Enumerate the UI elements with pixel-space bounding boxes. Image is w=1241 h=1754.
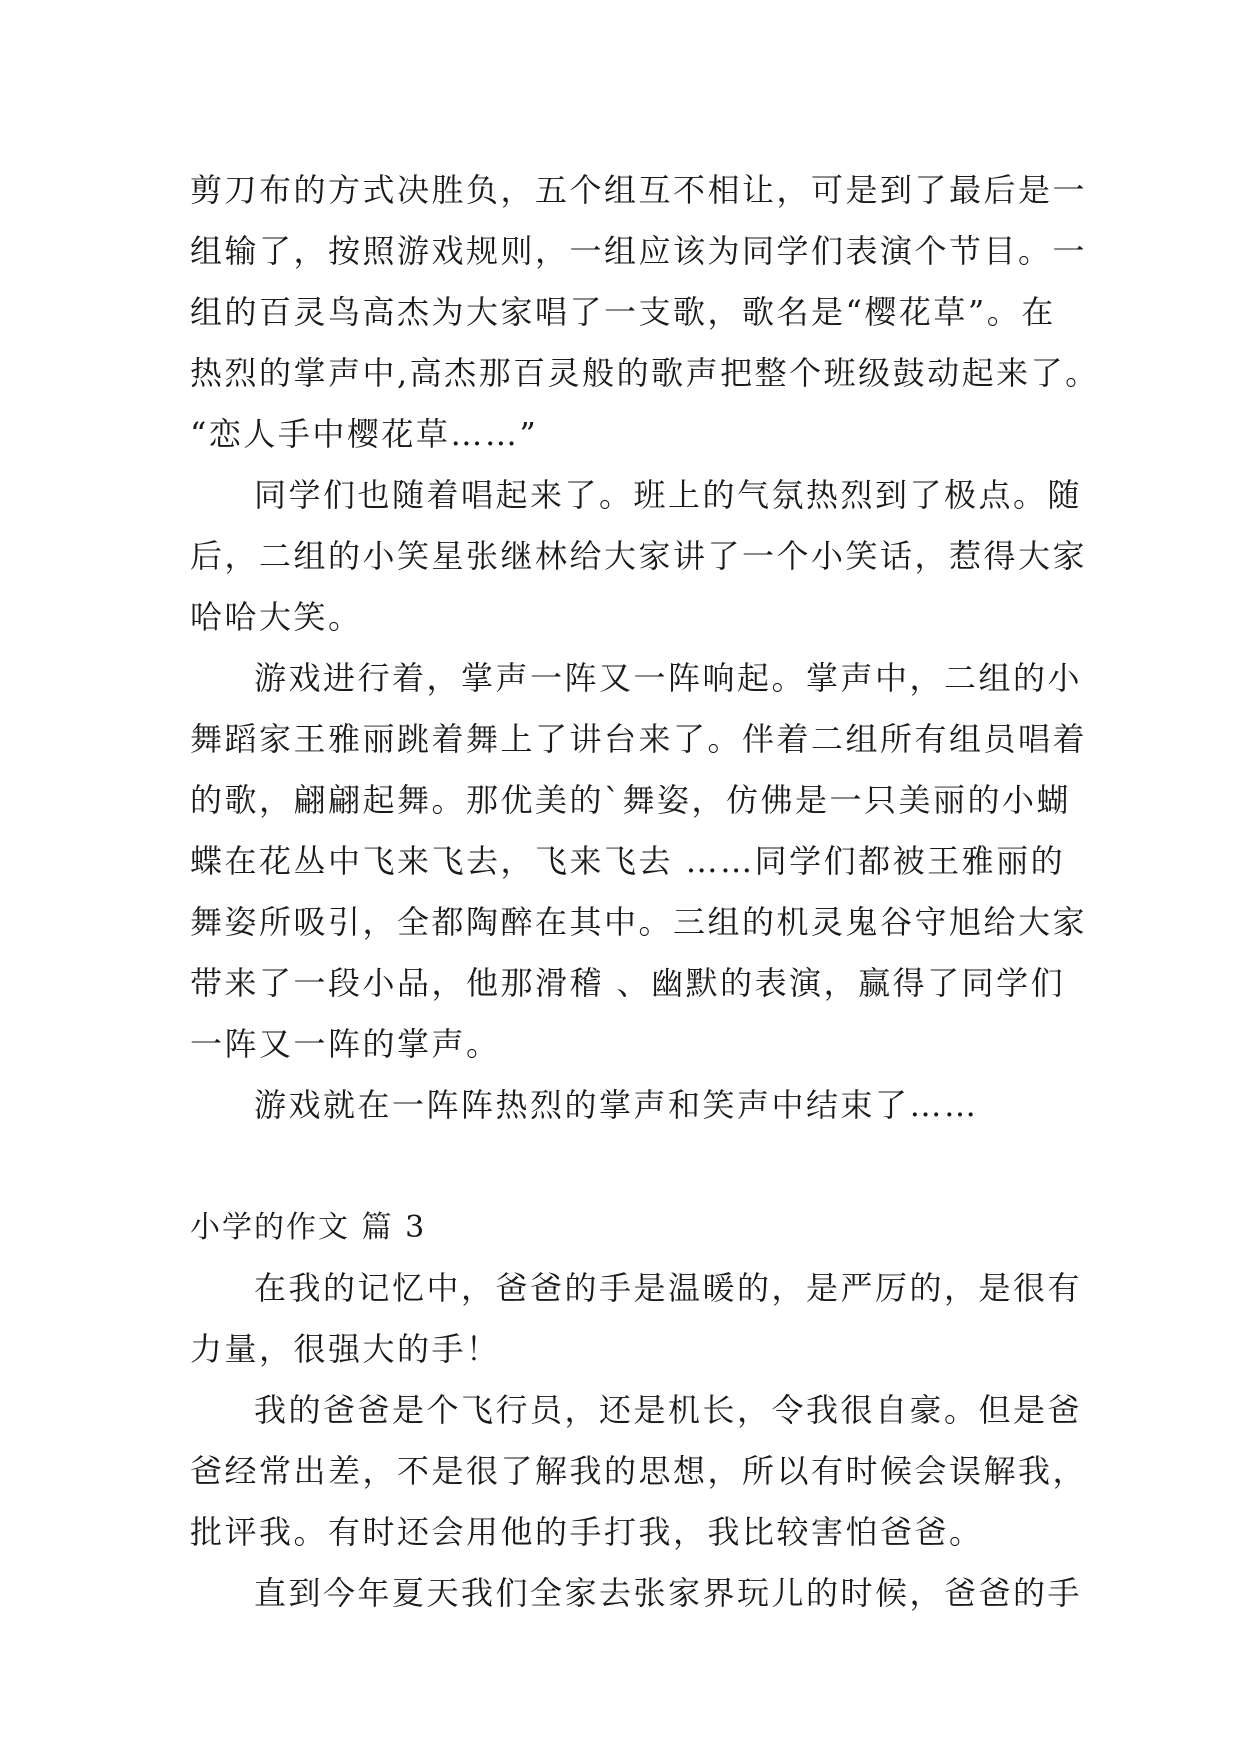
- paragraph: [190, 1380, 1088, 1563]
- document-body: [190, 160, 1100, 1624]
- text-line: 蝶在花丛中飞来飞去，飞来飞去 ……同学们都被王雅丽的: [190, 842, 1066, 880]
- text-line: 批评我。有时还会用他的手打我，我比较害怕爸爸。: [190, 1513, 984, 1551]
- paragraph: [190, 465, 1088, 648]
- text-line: 游戏进行着，掌声一阵又一阵响起。掌声中，二组的小: [254, 659, 1083, 697]
- section-heading: 小学的作文 篇 3: [190, 1210, 427, 1245]
- text-line: 直到今年夏天我们全家去张家界玩儿的时候，爸爸的手: [254, 1574, 1083, 1612]
- paragraph: [190, 1075, 1050, 1136]
- section-spacer: [190, 1136, 1050, 1197]
- text-line: 舞蹈家王雅丽跳着舞上了讲台来了。伴着二组所有组员唱着: [190, 720, 1088, 758]
- text-line: 同学们也随着唱起来了。班上的气氛热烈到了极点。随: [254, 476, 1083, 514]
- text-line: 组输了，按照游戏规则，一组应该为同学们表演个节目。一: [190, 232, 1088, 270]
- text-line: 哈哈大笑。: [190, 598, 363, 636]
- text-line: 热烈的掌声中,高杰那百灵般的歌声把整个班级鼓动起来了。: [190, 354, 1100, 392]
- text-line: 爸经常出差，不是很了解我的思想，所以有时候会误解我，: [190, 1452, 1088, 1490]
- text-line: 带来了一段小品，他那滑稽 、幽默的表演，赢得了同学们: [190, 964, 1066, 1002]
- text-line: 一阵又一阵的掌声。: [190, 1025, 501, 1063]
- paragraph: [190, 160, 1100, 465]
- text-line: “恋人手中樱花草……”: [190, 415, 539, 453]
- paragraph: [190, 1563, 1083, 1624]
- text-line: 剪刀布的方式决胜负，五个组互不相让，可是到了最后是一: [190, 171, 1088, 209]
- paragraph: [190, 648, 1088, 1075]
- text-line: 我的爸爸是个飞行员，还是机长，令我很自豪。但是爸: [254, 1391, 1083, 1429]
- text-line: 组的百灵鸟高杰为大家唱了一支歌，歌名是“樱花草”。在: [190, 293, 1056, 331]
- text-line: 后，二组的小笑星张继林给大家讲了一个小笑话，惹得大家: [190, 537, 1088, 575]
- text-line: 舞姿所吸引，全都陶醉在其中。三组的机灵鬼谷守旭给大家: [190, 903, 1088, 941]
- text-line: 在我的记忆中，爸爸的手是温暖的，是严厉的，是很有: [254, 1269, 1083, 1307]
- text-line: 游戏就在一阵阵热烈的掌声和笑声中结束了……: [254, 1086, 979, 1124]
- text-line: 的歌，翩翩起舞。那优美的`舞姿，仿佛是一只美丽的小蝴: [190, 781, 1072, 819]
- paragraph: [190, 1258, 1083, 1380]
- text-line: 力量，很强大的手！: [190, 1330, 501, 1368]
